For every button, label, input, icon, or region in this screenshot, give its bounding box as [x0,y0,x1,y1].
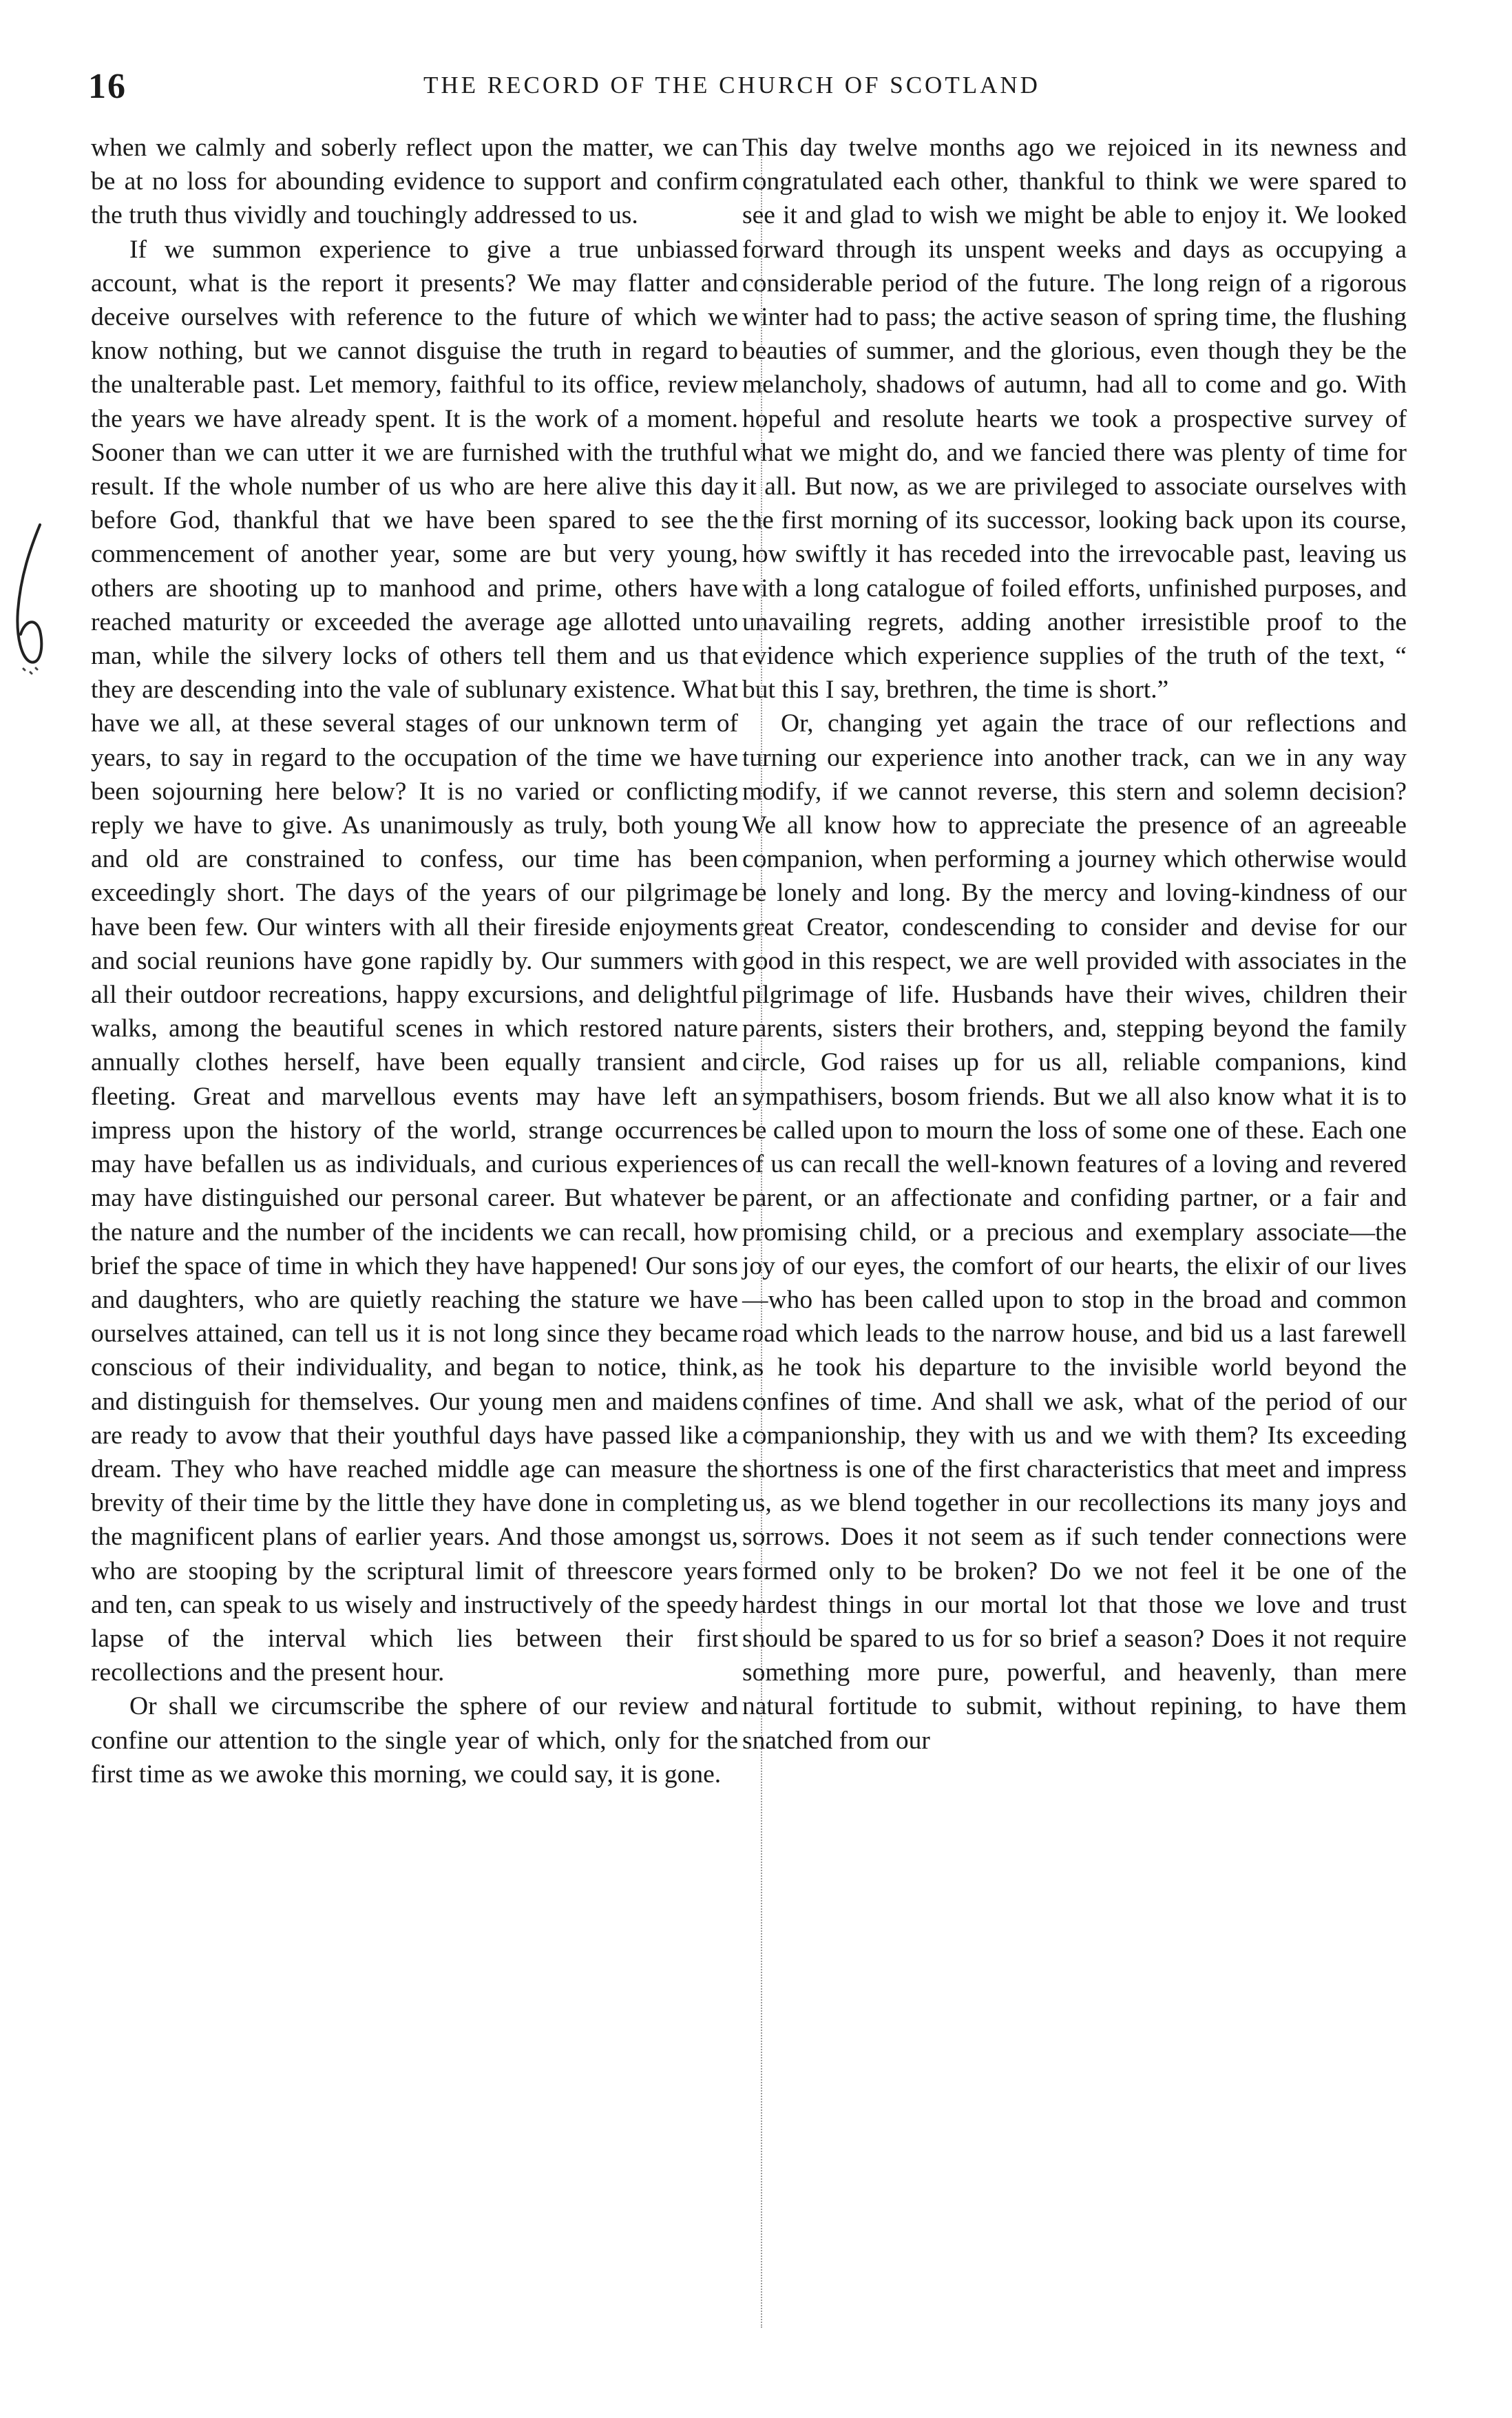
left-paragraph-2: If we summon experience to give a true unbiassed account, what is the report it presents? We may flatter and deceive ourselves with reference to the future of which we know nothing, but we cannot disguise the truth in regard to the unalterable past. Let memory, faithful to its office, review the years we have already spent. It is the work of a moment. Sooner than we can utter it we are furnished with the truthful result. If the whole number of us who are here alive this day before God, thankful that we have been spared to see the commencement of another year, some are but very young, others are shooting up to manhood and prime, others have reached maturity or exceeded the average age allotted unto man, while the silvery locks of others tell them and us that they are descending into the vale of sublunary existence. What have we all, at these several stages of our unknown term of years, to say in regard to the occupation of the time we have been sojourning here below? It is no varied or conflicting reply we have to give. As unanimously as truly, both young and old are constrained to confess, our time has been exceedingly short. The days of the years of our pilgrimage have been few. Our winters with all their fireside enjoyments and social reunions have gone rapidly by. Our summers with all their outdoor recreations, happy excursions, and delightful walks, among the beautiful scenes in which restored nature annually clothes herself, have been equally transient and fleeting. Great and marvellous events may have left an impress upon the history of the world, strange occurrences may have befallen us as individuals, and curious experiences may have distinguished our personal career. But whatever be the nature and the number of the incidents we can recall, how brief the space of time in which they have happened! Our sons and daughters, who are quietly reaching the stature we have ourselves attained, can tell us it is not long since they became conscious of their individuality, and began to notice, think, and distinguish for themselves. Our young men and maidens are ready to avow that their youthful days have passed like a dream. They who have reached middle age can measure the brevity of their time by the little they have done in completing the magnificent plans of earlier years. And those amongst us, who are stooping by the scriptural limit of threescore years and ten, can speak to us wisely and instructively of the speedy lapse of the interval which lies between their first recollections and the present hour. [91,235,738,1687]
page-number: 16 [88,67,127,106]
right-paragraph-1: This day twelve months ago we rejoiced in its newness and congratulated each other, thankful to think we were spared to see it and glad to wish we might be able to enjoy it. We looked forward through its unspent weeks and days as occupying a considerable period of the future. The long reign of a rigorous winter had to pass; the active season of spring time, the flushing beauties of summer, and the glorious, even though they be the melancholy, shadows of autumn, had all to come and go. With hopeful and resolute hearts we took a prospective survey of what we might do, and we fancied there was plenty of time for it all. But now, as we are privileged to associate ourselves with the first morning of its successor, looking back upon its course, how swiftly it has receded into the irrevocable past, leaving us with a long catalogue of foiled efforts, unfinished purposes, and unavailing regrets, adding another irresistible proof to the evidence which experience supplies of the truth of the text, “ but this I say, brethren, the time is short.” [742,134,1407,705]
right-column [742,131,1407,1758]
left-paragraph-1: when we calmly and soberly reflect upon the matter, we can be at no loss for abounding evidence to support and confirm the truth thus vividly and touchingly addressed to us. [91,134,738,230]
left-column [91,131,738,1791]
handwritten-margin-mark [10,521,51,679]
right-paragraph-2: Or, changing yet again the trace of our reflections and turning our experience into another track, can we in any way modify, if we cannot reverse, this stern and solemn decision? We all know how to appreciate the presence of an agreeable companion, when performing a journey which otherwise would be lonely and long. By the mercy and loving-kindness of our great Creator, condescending to consider and devise for our good in this respect, we are well provided with associates in the pilgrimage of life. Husbands have their wives, children their parents, sisters their brothers, and, stepping beyond the family circle, God raises up for us all, reliable companions, kind sympathisers, bosom friends. But we all also know what it is to be called upon to mourn the loss of some one of these. Each one of us can recall the well-known features of a loving and revered parent, or an affectionate and confiding partner, or a fair and promising child, or a precious and exemplary associate—the joy of our eyes, the comfort of our hearts, the elixir of our lives—who has been called upon to stop in the broad and common road which leads to the narrow house, and bid us a last farewell as he took his departure to the invisible world beyond the confines of time. And shall we ask, what of the period of our companionship, they with us and we with them? Its exceeding shortness is one of the first characteristics that meet and impress us, as we blend together in our recollections its many joys and sorrows. Does it not seem as if such tender connections were formed only to be broken? Do we not feel it be one of the hardest things in our mortal lot that those we love and trust should be spared to us for so brief a season? Does it not require something more pure, powerful, and heavenly, than mere natural fortitude to submit, without repining, to have them snatched from our [742,709,1407,1755]
running-head: THE RECORD OF THE CHURCH OF SCOTLAND [423,72,1040,98]
left-paragraph-3: Or shall we circumscribe the sphere of our review and confine our attention to the single year of which, only for the first time as we awoke this morning, we could say, it is gone. [91,1692,738,1789]
